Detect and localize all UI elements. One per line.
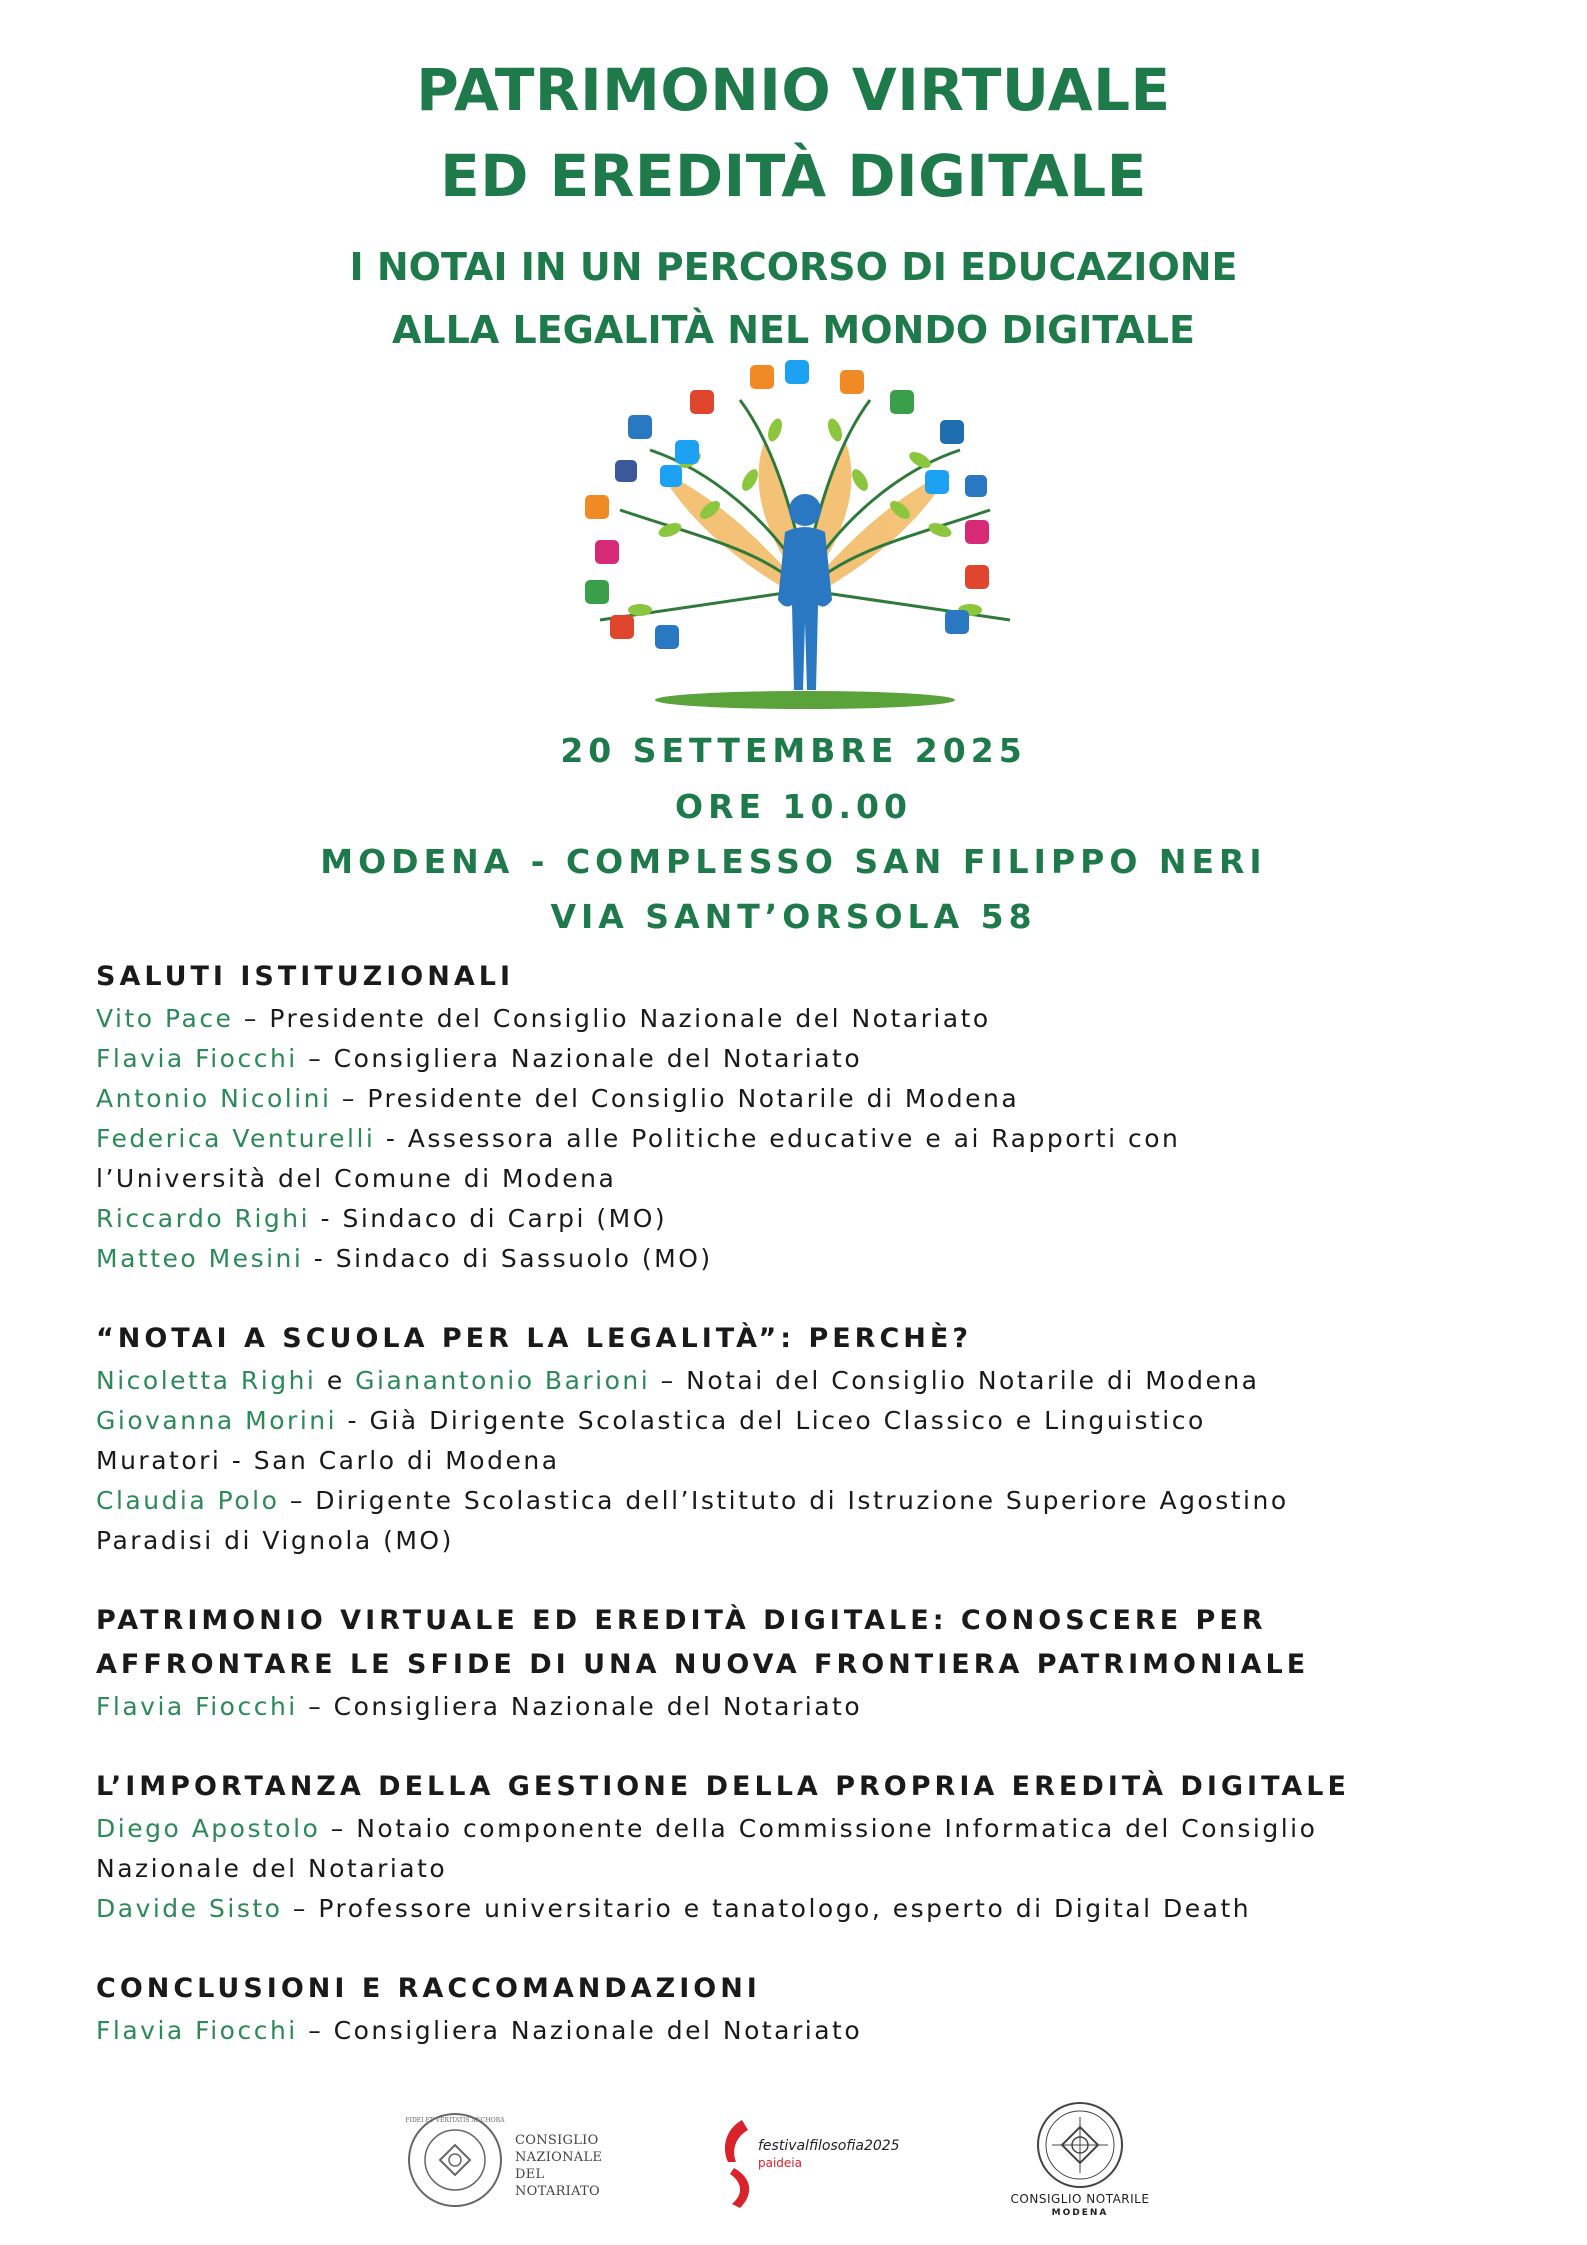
section-notai-scuola: [96, 1317, 1526, 1561]
speaker-role: Nazionale del Notariato: [96, 1854, 448, 1883]
cnn-text: [515, 2132, 602, 2200]
speaker-line: [96, 1809, 1526, 1849]
section-title: CONCLUSIONI E RACCOMANDAZIONI: [96, 1973, 761, 2004]
speaker-name: Flavia Fiocchi: [96, 2016, 298, 2045]
speaker-line: [96, 2011, 1526, 2051]
speaker-name: Flavia Fiocchi: [96, 1044, 298, 1073]
title-line-2: ED EREDITÀ DIGITALE: [440, 142, 1147, 210]
speaker-line: [96, 1889, 1526, 1929]
speaker-role: – Notai del Consiglio Notarile di Modena: [650, 1366, 1260, 1395]
speaker-role: – Dirigente Scolastica dell’Istituto di Istruzione Superiore Agostino: [279, 1486, 1289, 1515]
speaker-role: – Consigliera Nazionale del Notariato: [297, 1044, 863, 1073]
section-importanza: [96, 1765, 1526, 1929]
speaker-role: - Sindaco di Sassuolo (MO): [303, 1244, 713, 1273]
speaker-line: [96, 1159, 1526, 1199]
speaker-role: – Presidente del Consiglio Notarile di Modena: [331, 1084, 1020, 1113]
cnn-line: DEL: [515, 2167, 545, 2182]
event-place: MODENA - COMPLESSO SAN FILIPPO NERI: [320, 842, 1267, 881]
footer-logos: [0, 2100, 1587, 2230]
speaker-name: Davide Sisto: [96, 1894, 283, 1923]
section-conclusioni: [96, 1967, 1526, 2051]
program: [96, 955, 1526, 2089]
section-title: PATRIMONIO VIRTUALE ED EREDITÀ DIGITALE: CONOSCERE PER: [96, 1605, 1267, 1636]
speaker-name: Antonio Nicolini: [96, 1084, 332, 1113]
cnm-logo: [1000, 2100, 1160, 2230]
speaker-name: Flavia Fiocchi: [96, 1692, 298, 1721]
speaker-role: – Consigliera Nazionale del Notariato: [297, 2016, 863, 2045]
section-title-2: AFFRONTARE LE SFIDE DI UNA NUOVA FRONTIERA PATRIMONIALE: [96, 1649, 1310, 1680]
speaker-name: Matteo Mesini: [96, 1244, 304, 1273]
speaker-role: Paradisi di Vignola (MO): [96, 1526, 454, 1555]
speaker-line: [96, 1441, 1526, 1481]
speaker-role: Muratori - San Carlo di Modena: [96, 1446, 560, 1475]
event-address: VIA SANT’ORSOLA 58: [550, 897, 1037, 936]
title-line-1: PATRIMONIO VIRTUALE: [416, 56, 1171, 124]
cnm-line-2: MODENA: [1051, 2208, 1109, 2218]
event-date: 20 SETTEMBRE 2025: [560, 731, 1027, 770]
speaker-line: [96, 1401, 1526, 1441]
cnn-line: NAZIONALE: [515, 2150, 603, 2165]
festival-label: festivalfilosofia2025: [758, 2138, 900, 2154]
speaker-line: [96, 1079, 1526, 1119]
speaker-line: [96, 1361, 1526, 1401]
speaker-name: Claudia Polo: [96, 1486, 280, 1515]
section-title: L’IMPORTANZA DELLA GESTIONE DELLA PROPRIA EREDITÀ DIGITALE: [96, 1771, 1350, 1802]
section-patrimonio: [96, 1599, 1526, 1727]
section-title: SALUTI ISTITUZIONALI: [96, 961, 514, 992]
speaker-line: [96, 1687, 1526, 1727]
section-title: “NOTAI A SCUOLA PER LA LEGALITÀ”: PERCHÈ?: [96, 1323, 972, 1354]
speaker-name: Riccardo Righi: [96, 1204, 311, 1233]
speaker-line: [96, 1481, 1526, 1521]
speaker-role: – Professore universitario e tanatologo, esperto di Digital Death: [282, 1894, 1252, 1923]
speaker-name: Vito Pace: [96, 1004, 234, 1033]
speaker-line: [96, 1119, 1526, 1159]
speaker-name: Nicoletta Righi: [96, 1366, 317, 1395]
cnn-seal-icon: [405, 2110, 505, 2210]
speaker-role: - Sindaco di Carpi (MO): [310, 1204, 668, 1233]
speaker-role: – Consigliera Nazionale del Notariato: [297, 1692, 863, 1721]
subtitle-line-2: ALLA LEGALITÀ NEL MONDO DIGITALE: [392, 308, 1195, 352]
festival-sub: paideia: [758, 2156, 802, 2170]
speaker-conjunction: e: [316, 1366, 356, 1395]
speaker-line: [96, 999, 1526, 1039]
speaker-role: – Presidente del Consiglio Nazionale del Notariato: [233, 1004, 991, 1033]
festival-logo: [718, 2112, 903, 2222]
subtitle-line-1: I NOTAI IN UN PERCORSO DI EDUCAZIONE: [349, 245, 1238, 289]
festival-logo-icon: [718, 2112, 758, 2212]
speaker-name: Federica Venturelli: [96, 1124, 376, 1153]
speaker-line: [96, 1849, 1526, 1889]
cnm-seal-icon: [1000, 2100, 1160, 2190]
speaker-line: [96, 1039, 1526, 1079]
speaker-name: Giovanna Morini: [96, 1406, 338, 1435]
speaker-line: [96, 1199, 1526, 1239]
speaker-name-2: Gianantonio Barioni: [355, 1366, 651, 1395]
cnn-seal-text: FIDEI ET VERITATIS ANCHORA: [405, 2117, 505, 2124]
cnn-line: CONSIGLIO: [515, 2133, 599, 2148]
cnm-line-1: CONSIGLIO NOTARILE: [1010, 2192, 1150, 2206]
cnn-logo: [405, 2110, 625, 2220]
digital-tree-person-icon: [560, 360, 1050, 715]
speaker-line: [96, 1521, 1526, 1561]
speaker-role: l’Università del Comune di Modena: [96, 1164, 617, 1193]
speaker-role: – Notaio componente della Commissione Informatica del Consiglio: [320, 1814, 1318, 1843]
speaker-role: - Già Dirigente Scolastica del Liceo Classico e Linguistico: [337, 1406, 1206, 1435]
cnn-line: NOTARIATO: [515, 2184, 601, 2199]
event-time: ORE 10.00: [675, 787, 912, 826]
speaker-line: [96, 1239, 1526, 1279]
speaker-name: Diego Apostolo: [96, 1814, 321, 1843]
section-saluti: [96, 955, 1526, 1279]
speaker-role: - Assessora alle Politiche educative e ai Rapporti con: [375, 1124, 1181, 1153]
